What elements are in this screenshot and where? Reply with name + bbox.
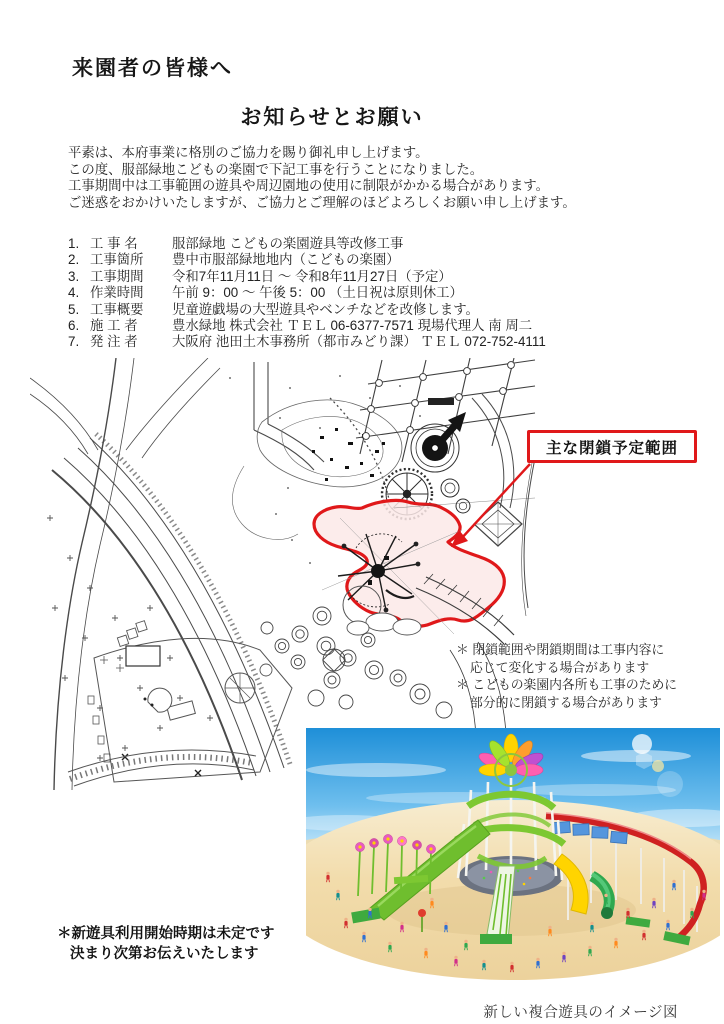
closure-label-text: 主な閉鎖予定範囲 bbox=[545, 439, 678, 457]
work-item-overview: 5. 工事概要 児童遊戯場の大型遊具やベンチなどを改修します。 bbox=[68, 301, 479, 317]
footnote-line: ＊新遊具利用開始時期は未定です bbox=[57, 926, 275, 942]
playground-illustration bbox=[306, 728, 720, 982]
note-line: 部分的に閉鎖する場合があります bbox=[470, 694, 662, 710]
new-equipment-footnote bbox=[57, 925, 275, 964]
work-item-hours: 4. 作業時間 午前 9：00 ～ 午後 5：00 （土日祝は原則休工） bbox=[68, 285, 463, 301]
intro-line: この度、服部緑地こどもの楽園で下記工事を行うことになりました。 bbox=[68, 161, 484, 177]
work-item-orderer: 7. 発 注 者 大阪府 池田土木事務所（都市みどり課） ＴＥＬ 072-752-4111 bbox=[68, 334, 546, 350]
closure-pointer-arrow bbox=[451, 464, 530, 547]
page-title: 来園者の皆様へ bbox=[72, 57, 233, 80]
note-item bbox=[456, 676, 718, 711]
map-diamond-feature bbox=[474, 502, 522, 546]
work-item-period: 3. 工事期間 令和7年11月11日 ～ 令和8年11月27日（予定） bbox=[68, 268, 452, 284]
closure-area-polygon bbox=[314, 500, 504, 626]
closure-label-box bbox=[527, 430, 697, 463]
map-lower-left bbox=[68, 621, 292, 786]
note-line: 応じて変化する場合があります bbox=[470, 659, 650, 675]
work-details-list bbox=[68, 236, 546, 351]
map-spiral-mound bbox=[411, 412, 466, 472]
intro-line: 平素は、本府事業に格別のご協力を賜り御礼申し上げます。 bbox=[68, 145, 429, 160]
intro-paragraph bbox=[68, 145, 576, 211]
work-item-name: 1. 工 事 名 服部緑地 こどもの楽園遊具等改修工事 bbox=[68, 236, 404, 251]
footnote-line: 決まり次第お伝えいたします bbox=[70, 945, 259, 962]
intro-line: ご迷惑をおかけいたしますが、ご協力とご理解のほどよろしくお願い申し上げます。 bbox=[68, 194, 576, 210]
illustration-caption: 新しい複合遊具のイメージ図 bbox=[483, 1005, 678, 1021]
note-line: ＊ 閉鎖範囲や閉鎖期間は工事内容に bbox=[456, 642, 665, 657]
work-item-contractor: 6. 施 工 者 豊水緑地 株式会社 ＴＥＬ 06-6377-7571 現場代理人 南 周二 bbox=[68, 318, 533, 334]
work-item-location: 2. 工事箇所 豊中市服部緑地地内（こどもの楽園） bbox=[68, 252, 400, 268]
map-notes bbox=[456, 641, 718, 711]
note-item bbox=[456, 641, 718, 676]
note-line: ＊ こどもの楽園内各所も工事のために bbox=[456, 677, 678, 693]
intro-line: 工事期間中は工事範囲の遊具や周辺園地の使用に制限がかかる場合があります。 bbox=[68, 178, 549, 194]
notice-subtitle: お知らせとお願い bbox=[240, 106, 424, 129]
